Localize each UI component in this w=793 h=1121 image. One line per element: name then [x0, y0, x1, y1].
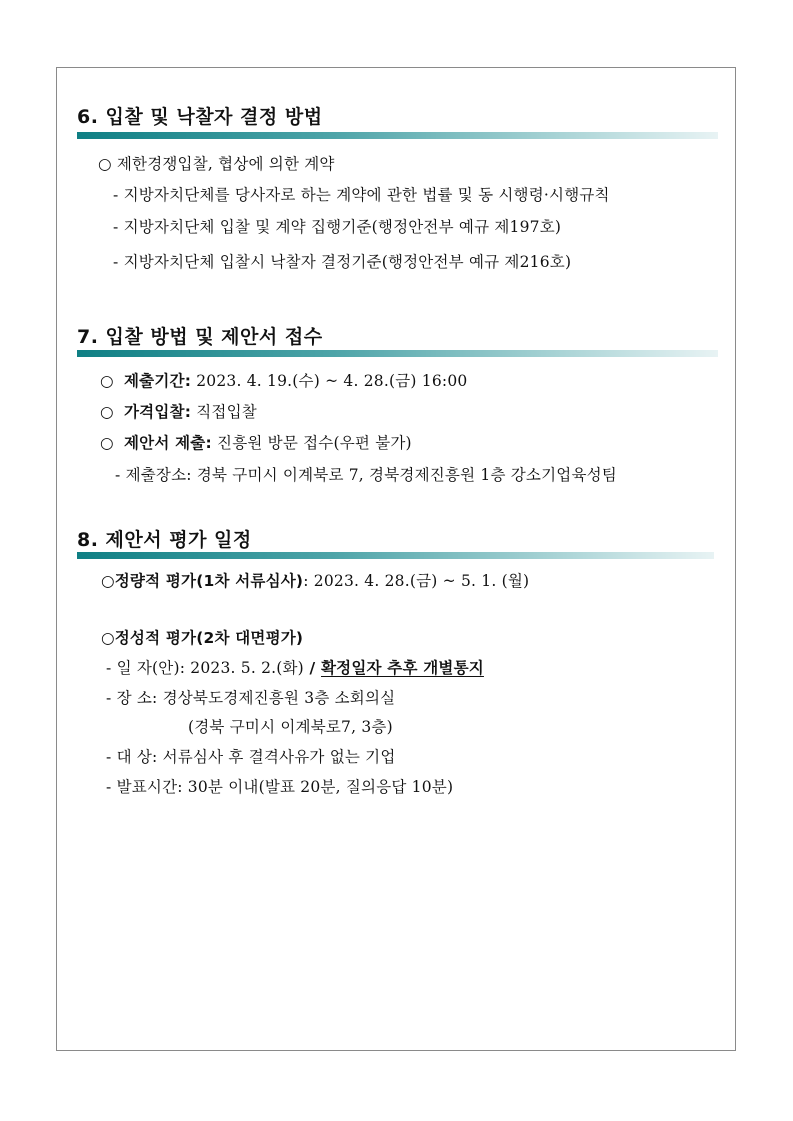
qualitative-time-line: - 발표시간: 30분 이내(발표 20분, 질의응답 10분) — [106, 778, 454, 796]
proposal-submit-label: 제안서 제출: — [124, 434, 212, 452]
proposal-submit-line — [100, 431, 412, 453]
qualitative-target-line: - 대 상: 서류심사 후 결격사유가 없는 기업 — [106, 748, 396, 766]
submission-place-line: - 제출장소: 경북 구미시 이계북로 7, 경북경제진흥원 1층 강소기업육성팀 — [115, 466, 617, 484]
quantitative-eval-label: 정량적 평가(1차 서류심사) — [114, 572, 304, 590]
qualitative-place-line: - 장 소: 경상북도경제진흥원 3층 소회의실 — [106, 689, 396, 707]
price-bid-label: 가격입찰: — [124, 403, 192, 421]
section-7-heading: 7. 입찰 방법 및 제안서 접수 — [77, 326, 323, 348]
section-6-divider — [77, 132, 718, 139]
section-6-line-3: - 지방자치단체 입찰 및 계약 집행기준(행정안전부 예규 제197호) — [113, 218, 562, 236]
bullet: ○ — [101, 629, 115, 647]
qualitative-place-address: (경북 구미시 이계북로7, 3층) — [188, 718, 393, 736]
section-6-line-1: ○ 제한경쟁입찰, 협상에 의한 계약 — [98, 155, 335, 173]
qualitative-date: - 일 자(안): 2023. 5. 2.(화) — [106, 659, 304, 677]
quantitative-eval-line — [101, 569, 529, 591]
section-6-heading: 6. 입찰 및 낙찰자 결정 방법 — [77, 106, 323, 128]
bullet: ○ — [100, 434, 114, 452]
section-6-line-4: - 지방자치단체 입찰시 낙찰자 결정기준(행정안전부 예규 제216호) — [113, 253, 572, 271]
quantitative-eval-value: : 2023. 4. 28.(금) ~ 5. 1. (월) — [303, 572, 530, 590]
date-separator: / — [303, 659, 321, 677]
section-8-heading: 8. 제안서 평가 일정 — [77, 529, 252, 551]
qualitative-date-line — [106, 656, 484, 678]
price-bid-value: 직접입찰 — [196, 403, 257, 421]
price-bid-line — [100, 400, 257, 422]
qualitative-date-note: 확정일자 추후 개별통지 — [321, 659, 484, 677]
section-7-divider — [77, 350, 718, 357]
section-8-divider — [77, 552, 714, 559]
submission-period-line — [100, 369, 467, 391]
bullet: ○ — [100, 403, 114, 421]
section-6-line-2: - 지방자치단체를 당사자로 하는 계약에 관한 법률 및 동 시행령·시행규칙 — [113, 186, 610, 204]
proposal-submit-value: 진흥원 방문 접수(우편 불가) — [217, 434, 412, 452]
qualitative-eval-line — [101, 626, 303, 648]
qualitative-eval-label: 정성적 평가(2차 대면평가) — [114, 629, 304, 647]
bullet: ○ — [101, 572, 115, 590]
submission-period-value: 2023. 4. 19.(수) ~ 4. 28.(금) 16:00 — [196, 372, 468, 390]
submission-period-label: 제출기간: — [124, 372, 192, 390]
bullet: ○ — [100, 372, 114, 390]
